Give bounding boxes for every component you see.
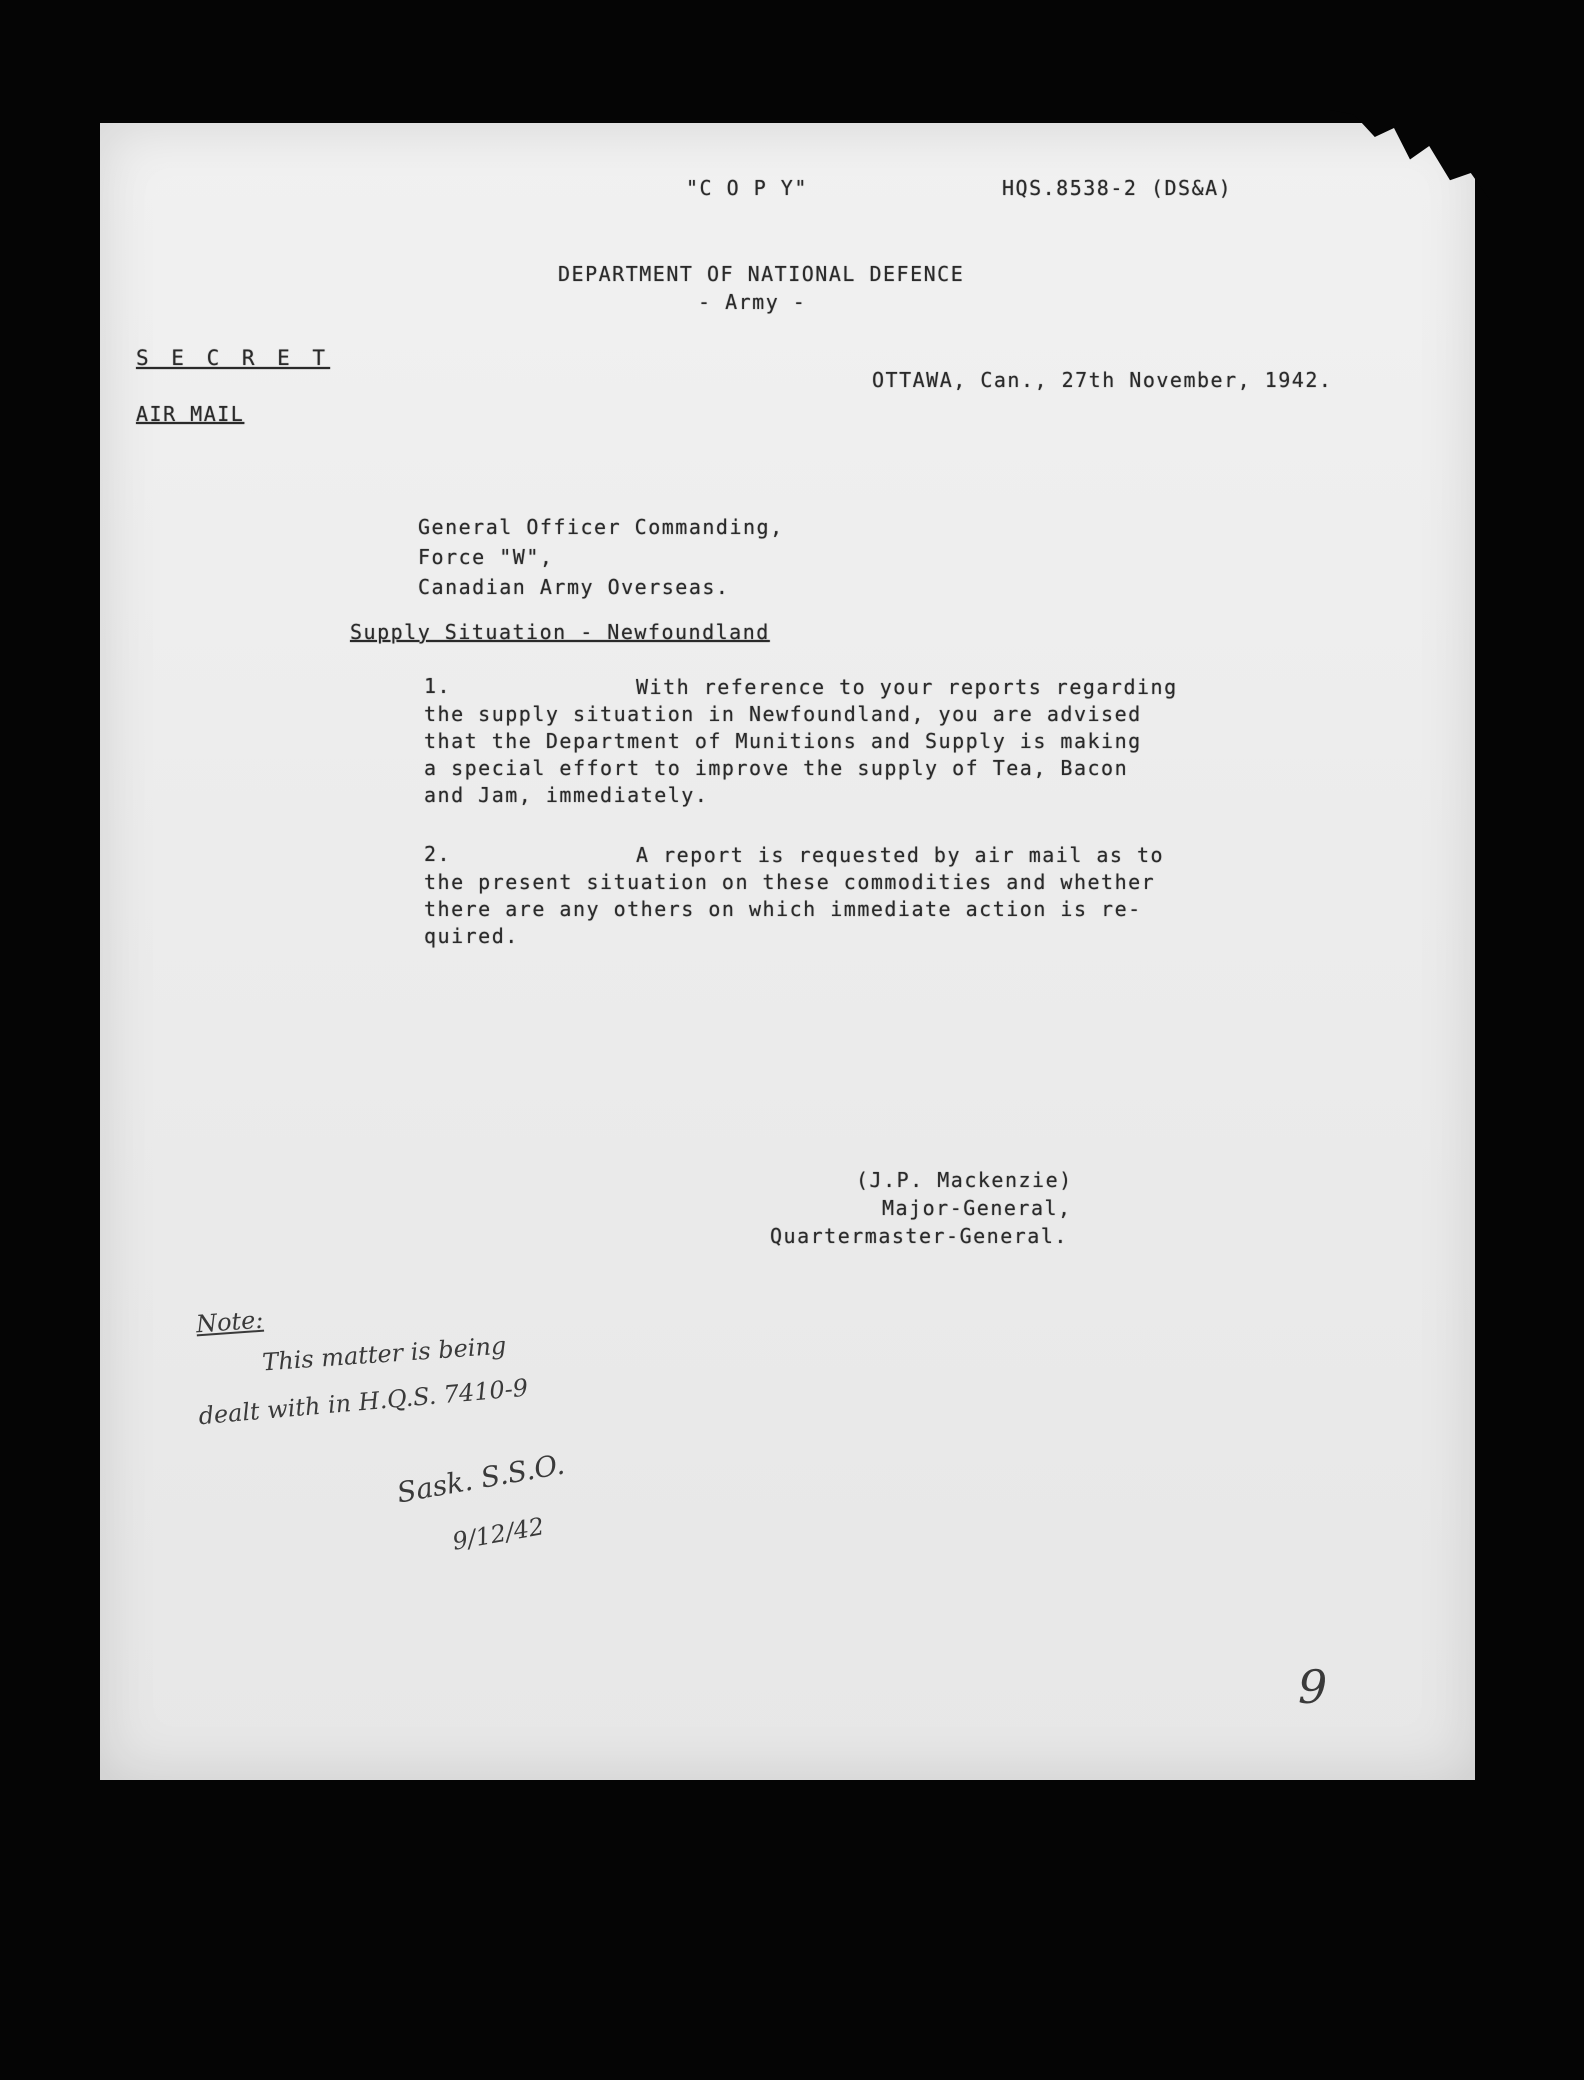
paragraph-line: and Jam, immediately. [424, 783, 709, 807]
paragraph-line: quired. [424, 924, 519, 948]
paragraph-1 [424, 674, 1178, 809]
handwritten-note-label: Note: [195, 1305, 265, 1339]
file-reference: HQS.8538-2 (DS&A) [1002, 176, 1233, 200]
handwritten-initials: Sask. S.S.O. [394, 1447, 567, 1510]
delivery-method: AIR MAIL [136, 402, 245, 426]
handwritten-date: 9/12/42 [450, 1512, 547, 1556]
paragraph-number: 1. [424, 674, 452, 698]
handwritten-note-line: This matter is being [261, 1331, 508, 1377]
addressee-line: Canadian Army Overseas. [418, 575, 730, 599]
paragraph-line: that the Department of Munitions and Supply is making [424, 729, 1142, 753]
paragraph-number: 2. [424, 842, 452, 866]
signatory-title: Quartermaster-General. [770, 1224, 1068, 1248]
signatory-rank: Major-General, [882, 1196, 1072, 1220]
addressee-block [418, 512, 784, 602]
subject-line: Supply Situation - Newfoundland [350, 620, 770, 644]
handwritten-note-line: dealt with in H.Q.S. 7410-9 [197, 1373, 530, 1431]
paragraph-line: there are any others on which immediate action is re- [424, 897, 1142, 921]
signatory-name: (J.P. Mackenzie) [856, 1168, 1073, 1192]
paragraph-line: the supply situation in Newfoundland, you are advised [424, 702, 1142, 726]
classification-label: S E C R E T [136, 346, 331, 370]
place-and-date: OTTAWA, Can., 27th November, 1942. [872, 368, 1333, 392]
division-heading: - Army - [698, 290, 807, 314]
paragraph-line: a special effort to improve the supply of Tea, Bacon [424, 756, 1129, 780]
copy-mark: "C O P Y" [686, 176, 808, 200]
department-heading: DEPARTMENT OF NATIONAL DEFENCE [558, 262, 965, 286]
paragraph-line: With reference to your reports regarding [636, 675, 1178, 699]
paragraph-line: A report is requested by air mail as to [636, 843, 1165, 867]
addressee-line: General Officer Commanding, [418, 515, 784, 539]
addressee-line: Force "W", [418, 545, 554, 569]
page-number: 9 [1298, 1660, 1328, 1714]
paragraph-line: the present situation on these commodities and whether [424, 870, 1156, 894]
paragraph-2 [424, 842, 1164, 950]
